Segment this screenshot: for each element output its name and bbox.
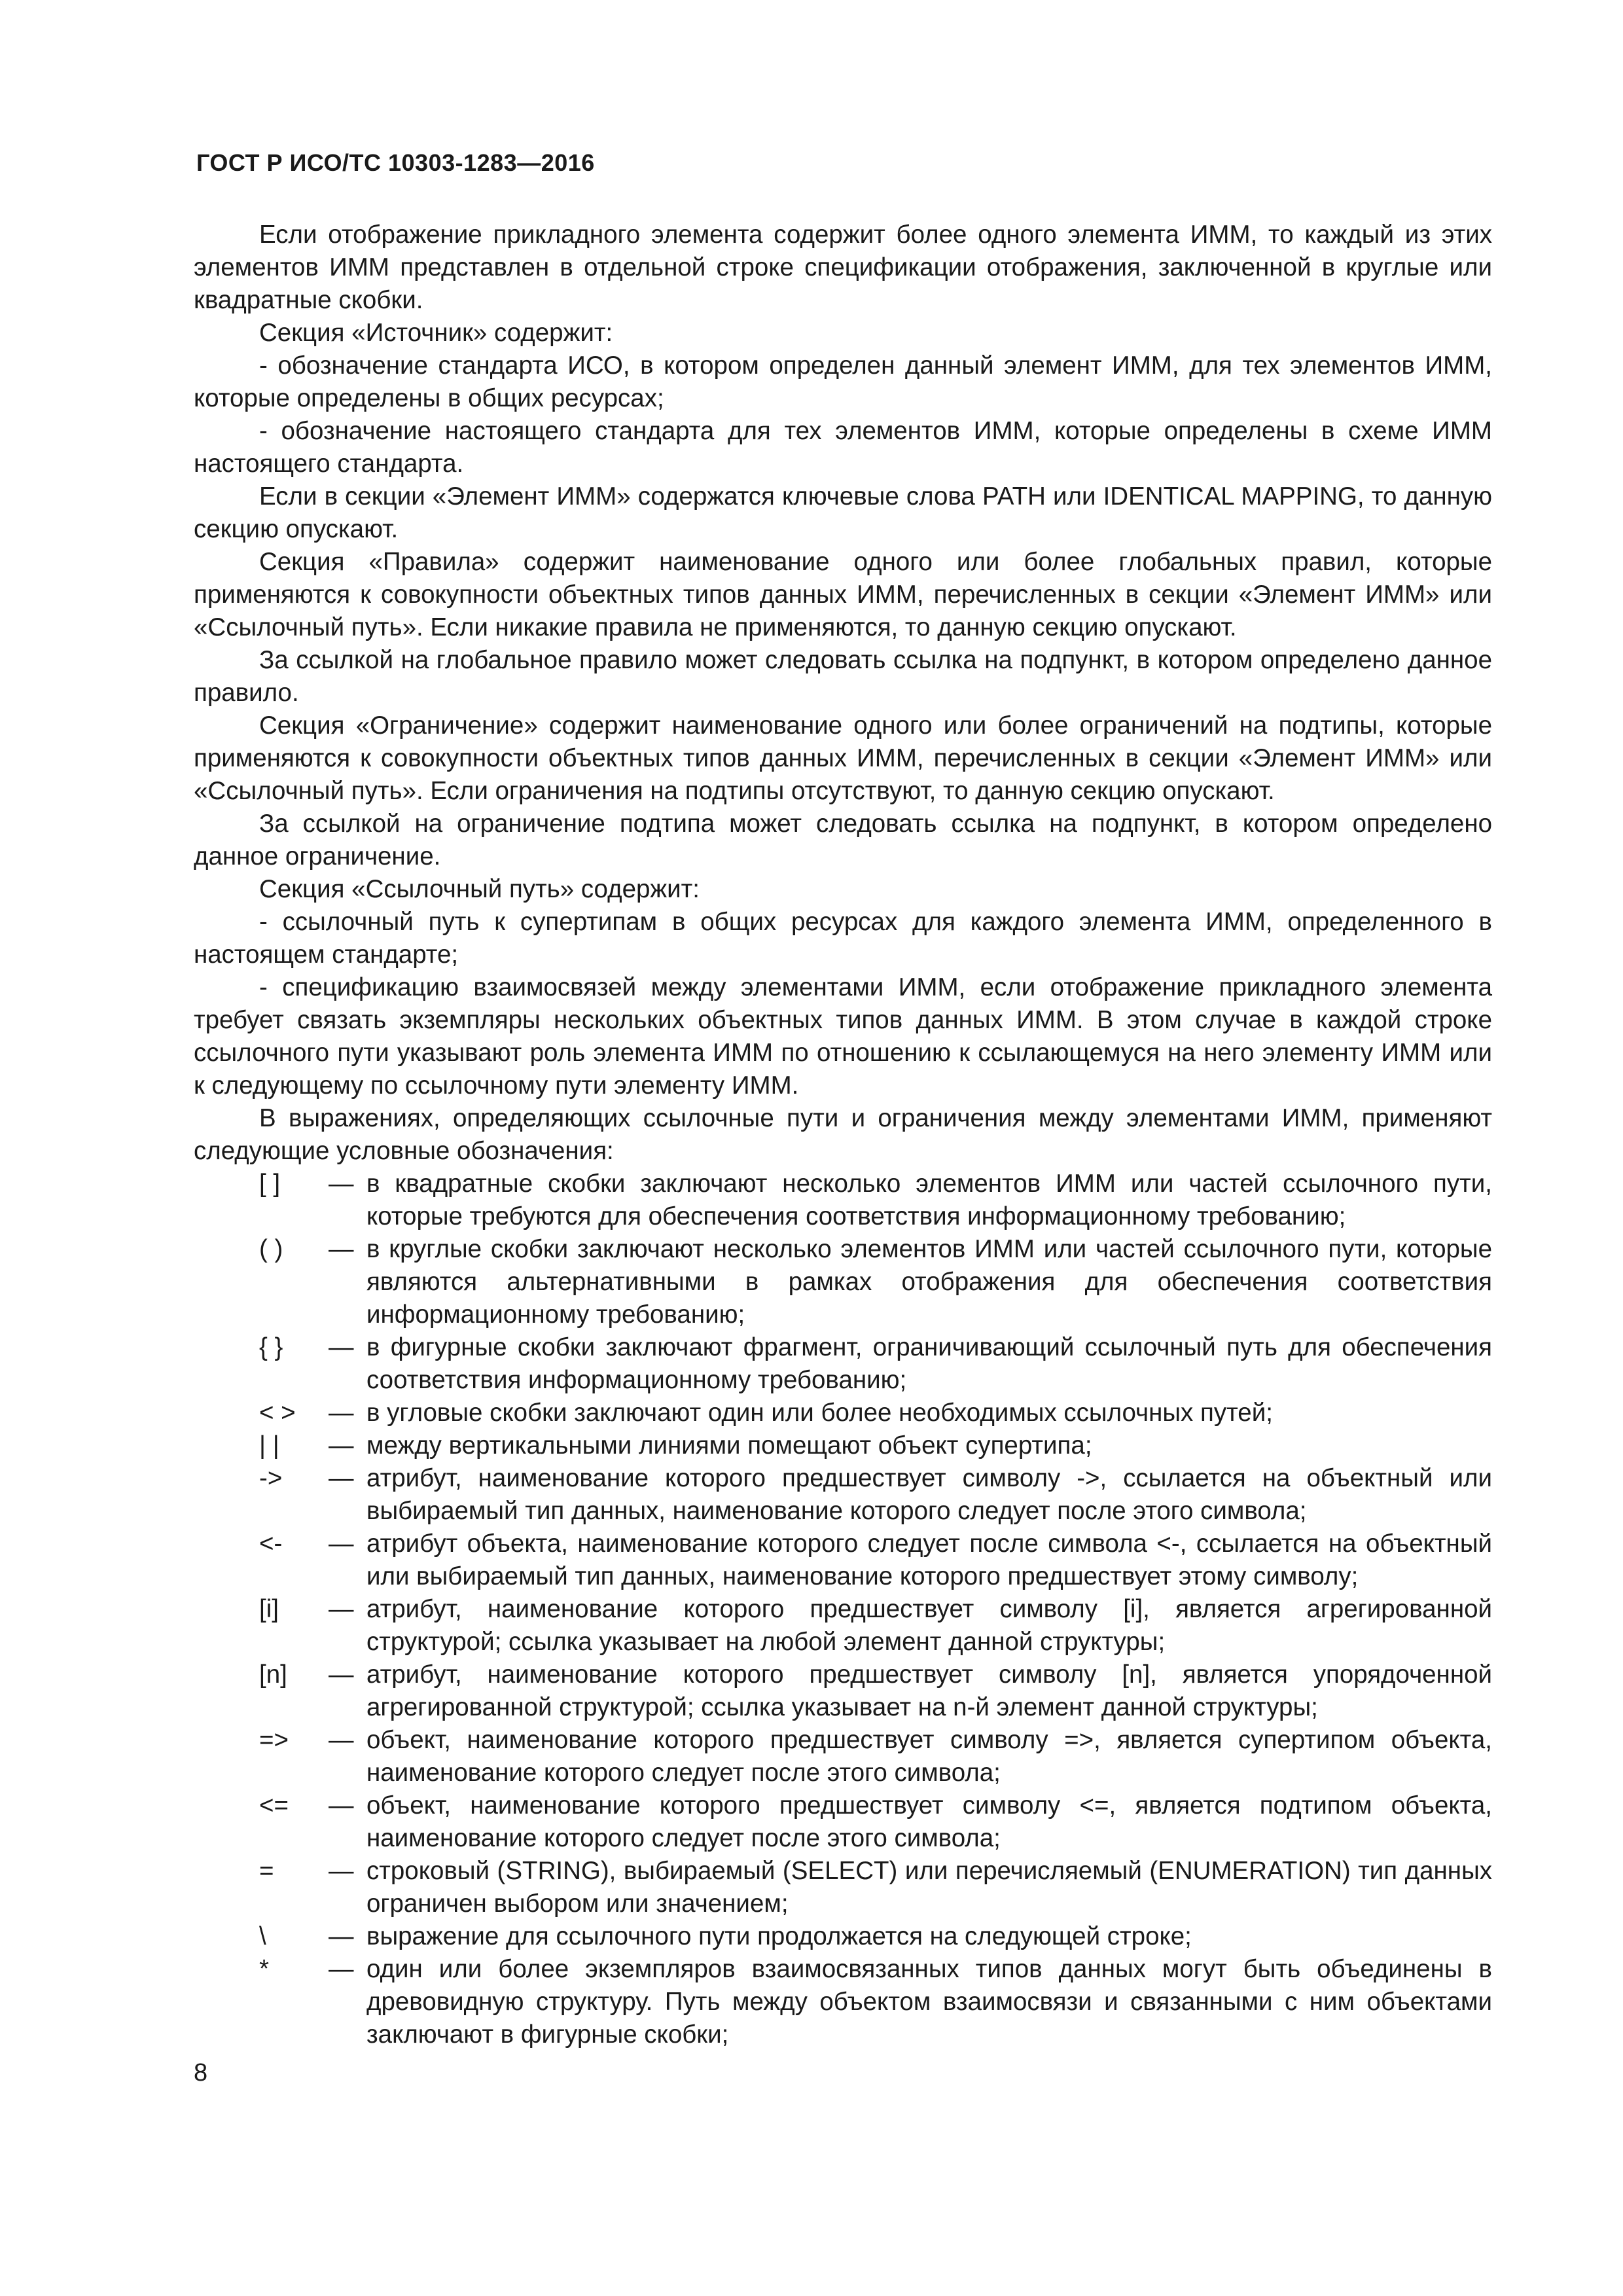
symbol: [i] xyxy=(259,1595,279,1623)
symbol-item xyxy=(194,1593,1492,1659)
paragraph: Если отображение прикладного элемента содержит более одного элемента ИММ, то каждый из этих элементов ИММ представлен в отдельной строке спецификации отображения, заключенной в круглые или квадратные скобки. xyxy=(194,221,1492,314)
symbol-dash: — xyxy=(329,1333,354,1361)
symbol-description: в угловые скобки заключают один или более необходимых ссылочных путей; xyxy=(366,1399,1273,1427)
symbol-dash: — xyxy=(329,1955,354,1983)
symbol-description: в квадратные скобки заключают несколько элементов ИММ или частей ссылочного пути, которые требуются для обеспечения соответствия информационному требованию; xyxy=(366,1170,1492,1230)
paragraph: За ссылкой на глобальное правило может следовать ссылка на подпункт, в котором определено данное правило. xyxy=(194,646,1492,707)
symbol: | | xyxy=(259,1431,279,1460)
list-item: - обозначение стандарта ИСО, в котором определен данный элемент ИММ, для тех элементов ИММ, которые определены в общих ресурсах; xyxy=(194,351,1492,412)
symbol-dash: — xyxy=(329,1857,354,1885)
symbol: -> xyxy=(259,1464,283,1492)
paragraph: Секция «Источник» содержит: xyxy=(259,319,613,347)
symbol-item xyxy=(194,1331,1492,1397)
symbol: \ xyxy=(259,1922,266,1950)
symbol: * xyxy=(259,1955,269,1983)
paragraph: Секция «Ограничение» содержит наименование одного или более ограничений на подтипы, которые применяются к совокупности объектных типов данных ИММ, перечисленных в секции «Элемент ИММ» или «Ссылочный путь». Если ограничения на подтипы отсутствуют, то данную секцию опускают. xyxy=(194,711,1492,805)
symbol-description: объект, наименование которого предшествует символу =>, является супертипом объекта, наименование которого следует после этого символа; xyxy=(366,1726,1492,1787)
symbol-item xyxy=(194,1168,1492,1233)
symbol-dash: — xyxy=(329,1464,354,1492)
symbol: { } xyxy=(259,1333,283,1361)
symbol-item xyxy=(194,1920,1492,1953)
symbol-description: атрибут, наименование которого предшествует символу [n], является упорядоченной агрегированной структурой; ссылка указывает на n-й элемент данной структуры; xyxy=(366,1660,1492,1721)
symbol-dash: — xyxy=(329,1170,354,1198)
paragraph: В выражениях, определяющих ссылочные пути и ограничения между элементами ИММ, применяют следующие условные обозначения: xyxy=(194,1104,1492,1165)
symbol-dash: — xyxy=(329,1726,354,1754)
symbol-item xyxy=(194,1233,1492,1331)
symbol-description: атрибут, наименование которого предшествует символу ->, ссылается на объектный или выбираемый тип данных, наименование которого следует после этого символа; xyxy=(366,1464,1492,1525)
symbol: [n] xyxy=(259,1660,287,1689)
symbol-description: атрибут, наименование которого предшествует символу [i], является агрегированной структурой; ссылка указывает на любой элемент данной структуры; xyxy=(366,1595,1492,1656)
symbol-item xyxy=(194,1789,1492,1855)
symbol-description: в круглые скобки заключают несколько элементов ИММ или частей ссылочного пути, которые являются альтернативными в рамках отображения для обеспечения соответствия информационному требованию; xyxy=(366,1235,1492,1329)
symbol-description: один или более экземпляров взаимосвязанных типов данных могут быть объединены в древовидную структуру. Путь между объектом взаимосвязи и связанными с ним объектами заключают в фигурные скобки; xyxy=(366,1955,1492,2049)
symbol-dash: — xyxy=(329,1399,354,1427)
paragraph: Если в секции «Элемент ИММ» содержатся ключевые слова PATH или IDENTICAL MAPPING, то данную секцию опускают. xyxy=(194,482,1492,543)
symbol: [ ] xyxy=(259,1170,281,1198)
symbol-item xyxy=(194,1429,1492,1462)
symbol-list xyxy=(194,1168,1492,2051)
list-item: - спецификацию взаимосвязей между элементами ИММ, если отображение прикладного элемента требует связать экземпляры нескольких объектных типов данных ИММ. В этом случае в каждой строке ссылочного пути указывают роль элемента ИММ по отношению к ссылающемуся на него элементу ИММ или к следующему по ссылочному пути элементу ИММ. xyxy=(194,973,1492,1100)
symbol-dash: — xyxy=(329,1922,354,1950)
document-header: ГОСТ Р ИСО/ТС 10303-1283—2016 xyxy=(196,149,595,176)
symbol-dash: — xyxy=(329,1791,354,1820)
page-content xyxy=(194,219,1492,2051)
symbol: < > xyxy=(259,1399,296,1427)
symbol: = xyxy=(259,1857,274,1885)
symbol-dash: — xyxy=(329,1660,354,1689)
symbol: ( ) xyxy=(259,1235,283,1263)
symbol-description: в фигурные скобки заключают фрагмент, ограничивающий ссылочный путь для обеспечения соответствия информационному требованию; xyxy=(366,1333,1492,1394)
symbol-dash: — xyxy=(329,1431,354,1460)
symbol: => xyxy=(259,1726,289,1754)
symbol-description: объект, наименование которого предшествует символу <=, является подтипом объекта, наименование которого следует после этого символа; xyxy=(366,1791,1492,1852)
symbol-description: между вертикальными линиями помещают объект супертипа; xyxy=(366,1431,1092,1460)
symbol-item xyxy=(194,1724,1492,1789)
paragraph: Секция «Ссылочный путь» содержит: xyxy=(259,875,700,903)
symbol-item xyxy=(194,1528,1492,1593)
paragraph: Секция «Правила» содержит наименование одного или более глобальных правил, которые применяются к совокупности объектных типов данных ИММ, перечисленных в секции «Элемент ИММ» или «Ссылочный путь». Если никакие правила не применяются, то данную секцию опускают. xyxy=(194,548,1492,641)
list-item: - обозначение настоящего стандарта для тех элементов ИММ, которые определены в схеме ИММ настоящего стандарта. xyxy=(194,417,1492,478)
symbol-dash: — xyxy=(329,1530,354,1558)
symbol: <- xyxy=(259,1530,283,1558)
symbol-item xyxy=(194,1397,1492,1429)
symbol-item xyxy=(194,1855,1492,1920)
symbol-description: выражение для ссылочного пути продолжается на следующей строке; xyxy=(366,1922,1192,1950)
list-item: - ссылочный путь к супертипам в общих ресурсах для каждого элемента ИММ, определенного в настоящем стандарте; xyxy=(194,908,1492,969)
paragraph: За ссылкой на ограничение подтипа может следовать ссылка на подпункт, в котором определено данное ограничение. xyxy=(194,810,1492,870)
symbol-description: атрибут объекта, наименование которого следует после символа <-, ссылается на объектный или выбираемый тип данных, наименование которого предшествует этому символу; xyxy=(366,1530,1492,1590)
page-number: 8 xyxy=(194,2059,208,2087)
symbol: <= xyxy=(259,1791,289,1820)
symbol-dash: — xyxy=(329,1595,354,1623)
symbol-dash: — xyxy=(329,1235,354,1263)
symbol-description: строковый (STRING), выбираемый (SELECT) или перечисляемый (ENUMERATION) тип данных ограничен выбором или значением; xyxy=(366,1857,1492,1918)
symbol-item xyxy=(194,1659,1492,1724)
symbol-item xyxy=(194,1953,1492,2051)
symbol-item xyxy=(194,1462,1492,1528)
